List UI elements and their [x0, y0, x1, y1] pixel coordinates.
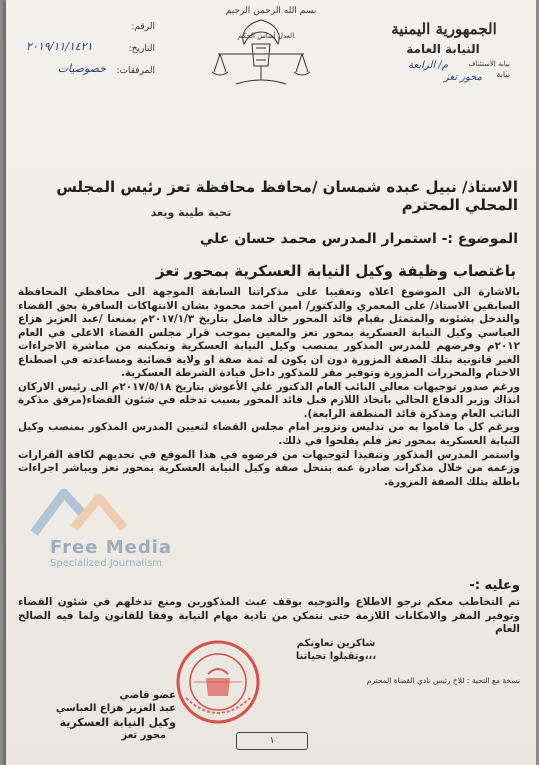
paragraph-3: ويرغم كل ما قاموا به من تدليس وتزوير امام مجلس القضاء لتعيين المدرس المذكور بمنصب وكيل النيابة العسكرية بمحور تعز فلم يفلحوا في ذلك.	[18, 421, 520, 448]
signature-role: عضو قاضي	[119, 690, 176, 701]
request-paragraph: تم التخاطب معكم نرجو الاطلاع والتوجيه بوقف عبث المذكورين ومنع تدخلهم في شئون القضاء وتوفير المقر والامكانات اللازمة حتى نتمكن من تادية مهام النيابة وفقا للقانون ولما فيه الصالح العام	[18, 596, 520, 636]
signature-name: عبد العزيز هزاع العباسي	[55, 703, 176, 714]
official-stamp-icon	[174, 638, 262, 726]
letter-body	[18, 286, 520, 489]
copy-note: نسخة مع التحية : للاخ رئيس نادي القضاة المحترم	[366, 676, 520, 685]
conclusion-label: وعليه :-	[469, 578, 520, 593]
closing-thanks: شاكرين تعاونكم	[296, 638, 376, 649]
date-label: التاريخ:	[128, 44, 155, 54]
basmala: بسم الله الرحمن الرحيم	[225, 6, 317, 16]
page-number: ١	[236, 732, 308, 750]
ref-number-label: الرقم:	[131, 22, 155, 32]
republic-title: الجمهورية اليمنية	[391, 20, 497, 38]
paragraph-2: ورغم صدور توجيهات معالي النائب العام الدكتور علي الأعوش بتاريخ ٢٠١٧/٥/١٨م الى رئيس الاركان انذاك وزير الدفاع الحالي باتخاذ اللازم قبل قائد المحور بسبب تدخله في شئون القضاء(مرفق مذكرة النائب العام ومذكرة قائد المنطقة الرابعة).	[18, 380, 520, 420]
letter-page	[6, 0, 536, 765]
subject-heading: باغتصاب وظيفة وكيل النيابة العسكرية بمحور تعز	[155, 262, 516, 280]
signature-title: وكيل النيابة العسكرية	[59, 716, 176, 729]
attachments-label: المرفقات:	[116, 66, 155, 76]
ref-number-value: ٢٠١٩/١١/١٤٢١	[26, 40, 93, 53]
closing-regards: ،،،وتقبلوا تحياتنا	[295, 651, 377, 662]
subject-line: الموضوع :- استمرار المدرس محمد حسان علي	[199, 231, 518, 247]
paragraph-1: بالاشارة الى الموضوع اعلاه وتعقيبا على مذكراتنا السابقة الموجهة الى محافظي المحافظة السابقين الاستاذ/ على المعمري والدكتور/ امين احمد محمود بشان الانتهاكات السافرة بحق القضاء والتدخل بشئونه والمتمثل بقيام قائد المحور خالد فاضل بتاريخ ٢٠١٧/١/٣م بمنعنا /عبد العزيز هزاع العباسي وكيل النيابة العسكرية بمحور تعز والمعين بموجب قرار مجلس القضاء الاعلى في العام ٢٠١٢م وفرضهم للمدرس المذكور بمنصب وكيل النيابة العسكرية وتمكينه من مباشرة الاجراءات الغير قانونية بتلك الصفة المزورة دون ان يكون له ثمة صفة او ولاية قضائية ومساعدته في اصطناع الاختام والمحررات المزورة وتوفير مقر للمذكور داخل قيادة الشرطة العسكرية.	[18, 286, 520, 380]
emblem-motto: العدل أساس الحكم	[237, 32, 295, 40]
signature-unit: محور تعز	[121, 730, 166, 741]
paragraph-4: واستمر المدرس المذكور وتنفيذا لتوجيهات من فرضوه في هذا الموقع في تحديهم لكافة القرارات وزعمه من خلال مذكرات صادرة عنه بتنحل صفة وكيل النيابة العسكرية بمحور تعز ويباشر اجراءات باطلة بتلك الصفة المزورة.	[18, 448, 520, 488]
office-line-1: نيابة الاستئناف	[468, 60, 510, 68]
office-line-2: نيابة	[496, 70, 510, 79]
watermark-title: Free Media	[50, 537, 173, 558]
attachments-value: خصوصيات	[57, 62, 106, 75]
yemen-emblem-icon	[206, 14, 316, 89]
office-handwriting-1: م/ الرابعة	[408, 60, 448, 71]
office-title: النيابة العامة	[406, 42, 480, 56]
addressee: الاستاذ/ نبيل عبده شمسان /محافظ محافظة تعز رئيس المجلس المحلي المحترم	[56, 178, 518, 214]
watermark-subtitle: Specialized Journalism	[50, 558, 163, 569]
office-handwriting-2: محور تعز	[443, 72, 482, 83]
greeting: تحية طيبة وبعد	[150, 206, 232, 219]
